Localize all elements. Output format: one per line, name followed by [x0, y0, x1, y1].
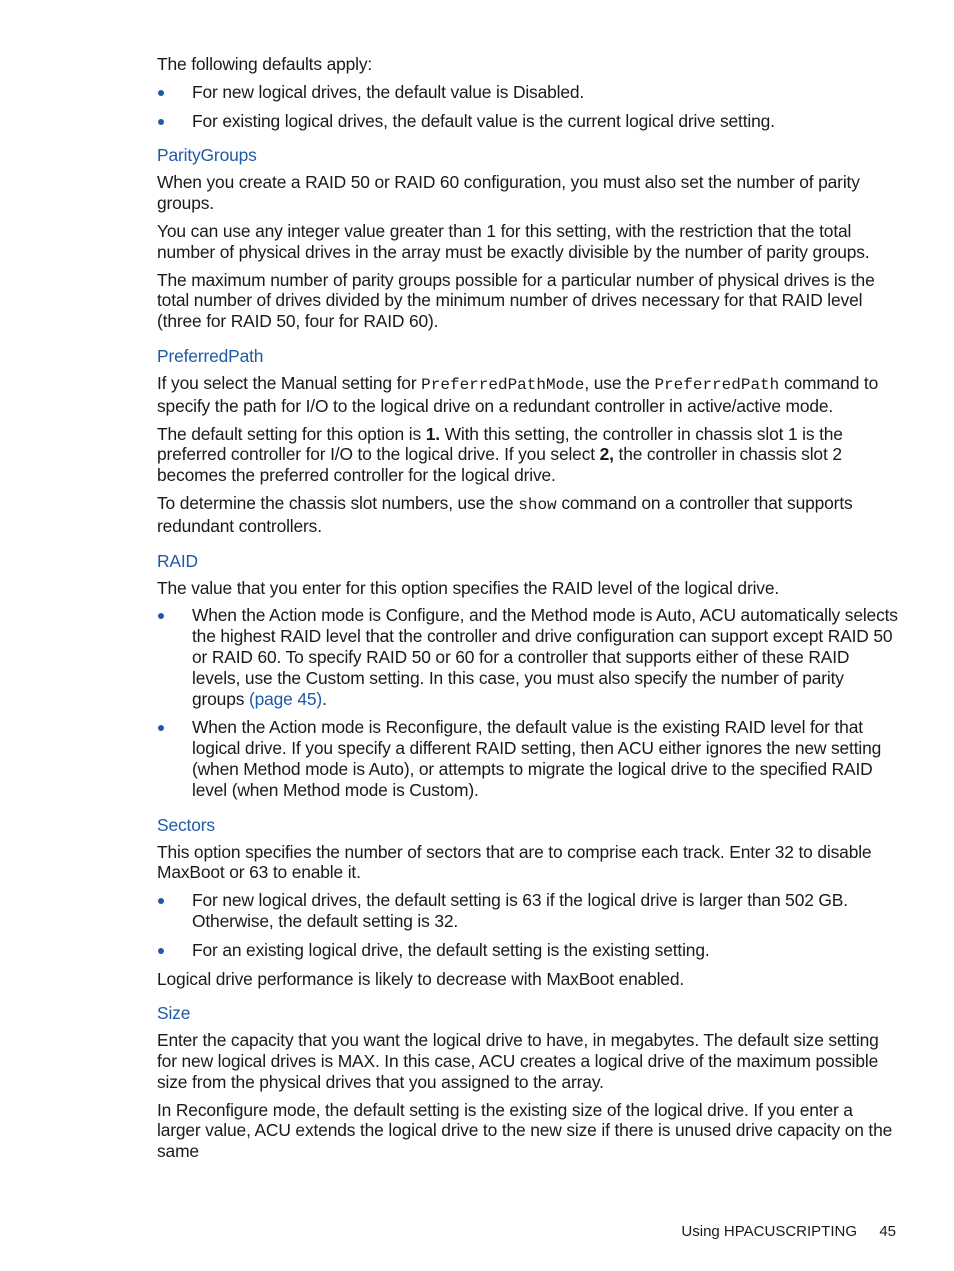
- paragraph: The maximum number of parity groups possible for a particular number of physical drives is the total number of drives divided by the minimum number of drives necessary for that RAID level (three for RAID 50, four for RAID 60).: [157, 269, 875, 332]
- paragraph: If you select the Manual setting for PreferredPathMode, use the PreferredPath command to specify the path for I/O to the logical drive on a redundant controller in active/active mode.: [157, 372, 879, 416]
- section-heading-preferredpath: PreferredPath: [157, 345, 264, 366]
- paragraph: The value that you enter for this option specifies the RAID level of the logical drive.: [157, 577, 780, 598]
- paragraph: This option specifies the number of sectors that are to comprise each track. Enter 32 to disable MaxBoot or 63 to enable it.: [157, 841, 872, 883]
- bullet-icon: [158, 948, 164, 954]
- list-item: For existing logical drives, the default value is the current logical drive setting.: [157, 111, 899, 132]
- section-heading-paritygroups: ParityGroups: [157, 145, 257, 166]
- paragraph: Enter the capacity that you want the logical drive to have, in megabytes. The default size setting for new logical drives is MAX. In this case, ACU creates a logical drive of the maximum possible size from the physical drives that you assigned to the array.: [157, 1030, 879, 1092]
- paragraph: The default setting for this option is 1. With this setting, the controller in chassis slot 1 is the preferred controller for I/O to the logical drive. If you select 2, the controller in chassis slot 2 becomes the preferred controller for the logical drive.: [157, 423, 843, 486]
- bullet-icon: [158, 613, 164, 619]
- paragraph: In Reconfigure mode, the default setting is the existing size of the logical drive. If you enter a larger value, ACU extends the logical drive to the new size if there is unused drive capacity on the same: [157, 1099, 893, 1162]
- inline-code: show: [518, 495, 557, 514]
- list-item: For an existing logical drive, the default setting is the existing setting.: [157, 940, 899, 961]
- footer-section-title: Using HPACUSCRIPTING: [681, 1223, 857, 1240]
- list-item: When the Action mode is Configure, and the Method mode is Auto, ACU automatically selects the highest RAID level that the controller and drive configuration can support except RAID 50 or RAID 60. To specify RAID 50 or 60 for a controller that supports either of these RAID levels, use the Custom setting. In this case, you must also specify the number of parity groups (page 45).: [157, 605, 899, 709]
- bullet-icon: [158, 119, 164, 125]
- bold-value: 2,: [599, 444, 614, 465]
- raid-bullet-list: [157, 605, 899, 800]
- bullet-icon: [158, 898, 164, 904]
- bullet-icon: [158, 90, 164, 96]
- paragraph: You can use any integer value greater than 1 for this setting, with the restriction that the total number of physical drives in the array must be exactly divisible by the number of parity groups.: [157, 220, 870, 262]
- document-page: [157, 54, 899, 1169]
- paragraph: When you create a RAID 50 or RAID 60 configuration, you must also set the number of parity groups.: [157, 172, 860, 214]
- section-heading-raid: RAID: [157, 550, 198, 571]
- list-item: For new logical drives, the default setting is 63 if the logical drive is larger than 502 GB. Otherwise, the default setting is 32.: [157, 890, 899, 932]
- sectors-bullet-list: [157, 890, 899, 960]
- list-item: When the Action mode is Reconfigure, the default value is the existing RAID level for that logical drive. If you specify a different RAID setting, then ACU either ignores the new setting (when Method mode is Auto), or attempts to migrate the logical drive to the specified RAID level (when Method mode is Custom).: [157, 717, 899, 800]
- section-heading-sectors: Sectors: [157, 814, 215, 835]
- paragraph: To determine the chassis slot numbers, use the show command on a controller that supports redundant controllers.: [157, 492, 853, 536]
- inline-code: PreferredPathMode: [421, 375, 585, 394]
- page-number: 45: [879, 1223, 896, 1240]
- bullet-icon: [158, 725, 164, 731]
- inline-code: PreferredPath: [654, 375, 780, 394]
- intro-text: The following defaults apply:: [157, 54, 373, 74]
- section-heading-size: Size: [157, 1003, 191, 1024]
- list-item: For new logical drives, the default value is Disabled.: [157, 82, 899, 103]
- paragraph: Logical drive performance is likely to decrease with MaxBoot enabled.: [157, 968, 685, 989]
- intro-bullet-list: [157, 82, 899, 132]
- bold-value: 1.: [425, 423, 440, 444]
- page-link[interactable]: (page 45): [248, 688, 323, 709]
